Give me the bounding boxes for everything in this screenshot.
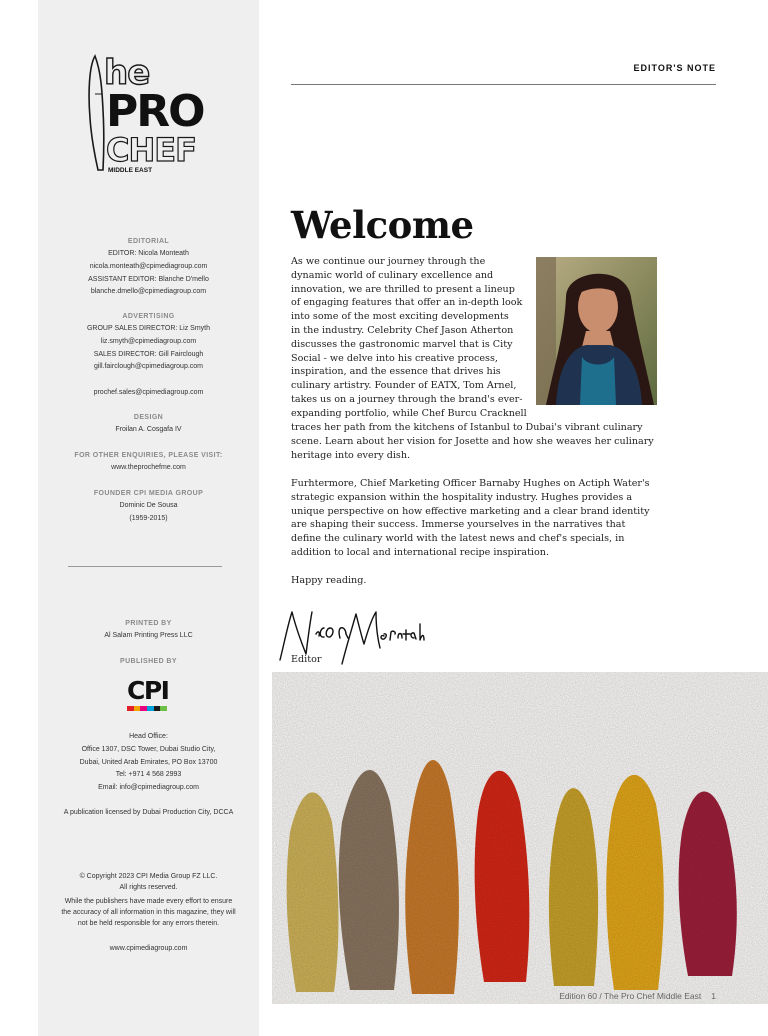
copyright-line: not be held responsible for any errors therein. — [77, 920, 220, 927]
paragraph-line: addition to local and international recipe inspiration. — [291, 546, 549, 558]
advertising-credits — [38, 311, 259, 400]
printed-credits — [38, 618, 259, 643]
head-office-line: Head Office: — [129, 733, 168, 740]
paragraph-line: As we continue our journey through the — [291, 256, 486, 267]
cpi-color-bar — [134, 706, 141, 711]
head-office-line: Tel: +971 4 568 2993 — [115, 771, 182, 779]
publisher-website-link[interactable]: www.cpimediagroup.com — [109, 945, 188, 952]
copyright-line: the accuracy of all information in this magazine, they will — [61, 909, 236, 916]
head-office-line: Dubai, United Arab Emirates, PO Box 13700 — [79, 758, 218, 766]
paragraph-line: culinary artistry. Founder of EATX, Tom Arnel, — [291, 380, 517, 392]
the-pro-chef-logo — [86, 54, 216, 178]
design-heading: DESIGN — [133, 414, 164, 421]
logo-chef: CHEF — [106, 131, 196, 169]
editorial-credits — [38, 236, 259, 299]
cpi-color-bar — [140, 706, 147, 711]
published-credits — [38, 656, 259, 668]
paragraph-line: Furhtermore, Chief Marketing Officer Barnaby Hughes on Actiph Water's — [291, 478, 650, 489]
signature-role: Editor — [291, 654, 322, 665]
page-footer — [520, 991, 716, 1001]
paragraph-line: strategic expansion within the hospitality industry. Hughes provides a — [291, 491, 633, 503]
spice-powders-image — [272, 672, 768, 1004]
advertising-line: SALES DIRECTOR: Gill Fairclough — [93, 350, 204, 358]
enquiries-heading: FOR OTHER ENQUIRIES, PLEASE VISIT: — [74, 452, 223, 459]
cpi-color-bar — [127, 706, 134, 711]
paragraph-line: dynamic world of culinary excellence and — [291, 269, 494, 281]
enquiries-link[interactable]: www.theprochefme.com — [111, 464, 186, 471]
head-office-line: Office 1307, DSC Tower, Dubai Studio City, — [81, 745, 216, 753]
editorial-heading: EDITORIAL — [127, 238, 170, 245]
published-heading: PUBLISHED BY — [120, 658, 177, 665]
footer-edition: Edition 60 / The Pro Chef Middle East — [559, 991, 702, 1001]
second-paragraph — [291, 477, 661, 560]
copyright-line: © Copyright 2023 CPI Media Group FZ LLC. — [79, 873, 218, 880]
founder-line: (1959-2015) — [129, 514, 168, 522]
header-rule — [291, 84, 716, 85]
advertising-line: GROUP SALES DIRECTOR: Liz Smyth — [86, 325, 211, 332]
advertising-line: gill.fairclough@cpimediagroup.com — [93, 363, 204, 371]
editorial-line: blanche.dmello@cpimediagroup.com — [90, 288, 207, 296]
founder-line: Dominic De Sousa — [119, 502, 178, 509]
paragraph-line: in the industry. Celebrity Chef Jason Atherton — [291, 324, 514, 336]
editorial-line: nicola.monteath@cpimediagroup.com — [89, 262, 208, 270]
head-office-line: Email: info@cpimediagroup.com — [98, 784, 199, 792]
paragraph-line: unique perspective on how effective marketing and a clear brand identity — [291, 505, 650, 517]
advertising-heading: ADVERTISING — [122, 313, 175, 320]
license-note — [38, 807, 259, 820]
section-label: EDITOR'S NOTE — [633, 63, 716, 73]
page-title: Welcome — [291, 203, 474, 247]
cpi-color-bars — [127, 706, 167, 711]
head-office — [38, 731, 259, 795]
closing-line: Happy reading. — [291, 575, 367, 586]
editor-portrait-image — [536, 257, 657, 405]
logo-region: MIDDLE EAST — [108, 167, 153, 174]
sidebar-divider — [68, 566, 222, 567]
founder-heading: FOUNDER CPI MEDIA GROUP — [93, 490, 204, 497]
logo-pro: PRO — [106, 86, 204, 137]
paragraph-line: heritage into every dish. — [291, 449, 411, 461]
editor-portrait — [536, 257, 657, 405]
paragraph-line: takes us on a journey through the brand's ever- — [291, 393, 523, 405]
copyright-note — [38, 871, 259, 929]
paragraph-line: into some of the most exciting developments — [291, 311, 509, 323]
enquiries-credits — [38, 450, 259, 475]
printed-line: Al Salam Printing Press LLC — [104, 632, 193, 639]
design-line: Froilan A. Cosgafa IV — [115, 426, 182, 433]
advertising-spacer — [38, 374, 259, 387]
paragraph-line: inspiration, and the essence that drives his — [291, 366, 501, 378]
cpi-logo-text: CPI — [127, 676, 169, 705]
publisher-website — [38, 943, 259, 956]
masthead-sidebar — [38, 0, 259, 1036]
design-credits — [38, 412, 259, 437]
copyright-line: While the publishers have made every effort to ensure — [64, 898, 233, 905]
cpi-color-bar — [154, 706, 161, 711]
logo-the: he — [104, 53, 150, 93]
paragraph-line: are shaping their success. Immerse yourselves in the narratives that — [291, 519, 626, 531]
paragraph-line: innovation, we are thrilled to present a lineup — [291, 283, 515, 295]
advertising-line: prochef.sales@cpimediagroup.com — [93, 388, 204, 396]
intro-paragraph-continued — [291, 421, 661, 462]
editorial-line: ASSISTANT EDITOR: Blanche D'mello — [88, 275, 209, 283]
cpi-color-bar — [147, 706, 154, 711]
copyright-line: All rights reserved. — [119, 884, 178, 891]
paragraph-line: of engaging features that offer an in-depth look — [291, 297, 523, 309]
paragraph-line: scene. Learn about her vision for Josette and how she weaves her culinary — [291, 435, 654, 447]
editorial-line: EDITOR: Nicola Monteath — [108, 250, 189, 257]
paragraph-line: traces her path from the kitchens of Istanbul to Dubai's vibrant culinary — [291, 422, 643, 433]
paragraph-line: define the culinary world with the latest news and chef's specials, in — [291, 533, 625, 545]
page-number: 1 — [711, 991, 716, 1001]
founder-credits — [38, 488, 259, 526]
advertising-line: liz.smyth@cpimediagroup.com — [100, 337, 197, 345]
cpi-color-bar — [160, 706, 167, 711]
intro-paragraph-wrapped — [291, 255, 531, 421]
paragraph-line: expanding portfolio, while Chef Burcu Cracknell — [291, 407, 527, 419]
license-line: A publication licensed by Dubai Production City, DCCA — [63, 809, 234, 816]
cpi-logo — [127, 678, 169, 712]
printed-heading: PRINTED BY — [125, 620, 172, 627]
paragraph-line: Social - we delve into his creative process, — [291, 352, 498, 364]
paragraph-line: discusses the gastronomic marvel that is City — [291, 338, 513, 350]
